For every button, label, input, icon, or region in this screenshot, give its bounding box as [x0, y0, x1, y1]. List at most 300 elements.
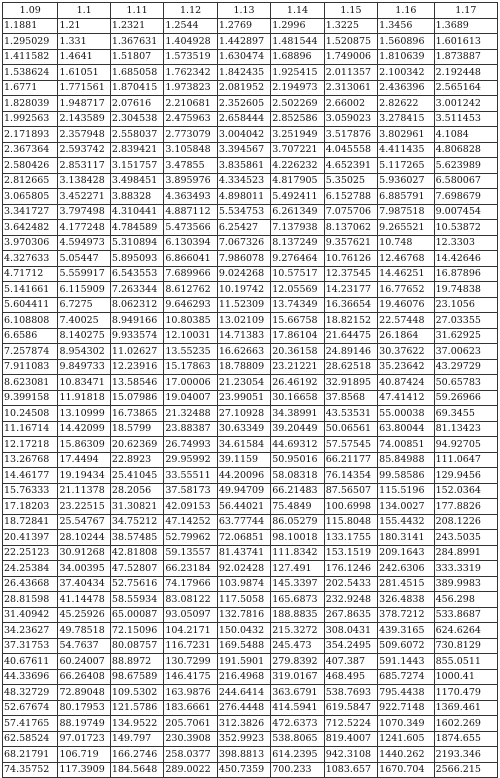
table-cell: 1070.349: [378, 716, 434, 732]
table-cell: 47.14252: [164, 514, 217, 530]
table-cell: 5.117265: [378, 158, 434, 174]
table-cell: 6.7275: [58, 297, 110, 313]
table-cell: 13.55235: [164, 344, 217, 360]
table-row: [3, 220, 498, 236]
table-cell: 1241.605: [378, 731, 434, 747]
table-cell: 63.80044: [378, 421, 434, 437]
table-row: [3, 158, 498, 174]
table-cell: 15.17863: [164, 359, 217, 375]
table-cell: 3.517876: [324, 127, 377, 143]
table-cell: 18.72841: [3, 514, 58, 530]
table-cell: 2.475963: [164, 111, 217, 127]
table-cell: 5.473566: [164, 220, 217, 236]
table-cell: 12.3303: [434, 235, 497, 251]
table-cell: 6.580067: [434, 173, 497, 189]
table-cell: 9.007454: [434, 204, 497, 220]
table-cell: 205.7061: [164, 716, 217, 732]
table-cell: 1000.41: [434, 669, 497, 685]
table-cell: 2.82622: [378, 96, 434, 112]
table-cell: 14.46177: [3, 468, 58, 484]
table-cell: 57.57545: [324, 437, 377, 453]
table-cell: 2.773079: [164, 127, 217, 143]
table-cell: 712.5224: [324, 716, 377, 732]
table-cell: 17.86104: [271, 328, 324, 344]
table-cell: 32.91895: [324, 375, 377, 391]
table-cell: 18.78809: [217, 359, 270, 375]
table-cell: 134.0027: [378, 499, 434, 515]
table-cell: 104.2171: [164, 623, 217, 639]
table-cell: 2.436396: [378, 80, 434, 96]
table-cell: 1.68896: [271, 49, 324, 65]
table-cell: 12.10031: [164, 328, 217, 344]
table-cell: 281.4515: [378, 576, 434, 592]
table-cell: 18.82152: [324, 313, 377, 329]
table-cell: 1.948717: [58, 96, 110, 112]
table-cell: 117.5058: [217, 592, 270, 608]
table-cell: 45.25926: [58, 607, 110, 623]
table-cell: 16.73865: [110, 406, 163, 422]
table-cell: 26.43668: [3, 576, 58, 592]
table-cell: 132.7816: [217, 607, 270, 623]
table-cell: 8.954302: [58, 344, 110, 360]
table-cell: 23.1056: [434, 297, 497, 313]
table-cell: 1670.704: [378, 762, 434, 778]
table-cell: 1.810639: [378, 49, 434, 65]
table-cell: 7.987518: [378, 204, 434, 220]
table-cell: 2.839421: [110, 142, 163, 158]
table-cell: 1.3225: [324, 18, 377, 34]
table-cell: 25.41045: [110, 468, 163, 484]
table-cell: 66.21483: [271, 483, 324, 499]
table-cell: 308.0431: [324, 623, 377, 639]
table-row: [3, 173, 498, 189]
table-cell: 942.3108: [324, 747, 377, 763]
table-cell: 17.00006: [164, 375, 217, 391]
table-cell: 2.558037: [110, 127, 163, 143]
table-cell: 127.491: [271, 561, 324, 577]
table-cell: 1.3456: [378, 18, 434, 34]
table-cell: 40.87424: [378, 375, 434, 391]
table-cell: 43.53531: [324, 406, 377, 422]
table-cell: 14.42099: [58, 421, 110, 437]
table-cell: 15.86309: [58, 437, 110, 453]
table-cell: 276.4448: [217, 700, 270, 716]
column-header: 1.1: [58, 3, 110, 19]
table-row: [3, 499, 498, 515]
table-cell: 37.40434: [58, 576, 110, 592]
table-cell: 3.47855: [164, 158, 217, 174]
table-cell: 23.21221: [271, 359, 324, 375]
table-row: [3, 96, 498, 112]
table-cell: 13.58546: [110, 375, 163, 391]
table-cell: 50.95016: [271, 452, 324, 468]
table-cell: 17.18203: [3, 499, 58, 515]
table-cell: 48.32729: [3, 685, 58, 701]
table-cell: 39.20449: [271, 421, 324, 437]
table-cell: 1369.461: [434, 700, 497, 716]
table-cell: 19.04007: [164, 390, 217, 406]
table-cell: 72.15096: [110, 623, 163, 639]
table-cell: 5.141661: [3, 282, 58, 298]
table-cell: 456.298: [434, 592, 497, 608]
table-cell: 450.7359: [217, 762, 270, 778]
table-cell: 134.9522: [110, 716, 163, 732]
table-row: [3, 111, 498, 127]
table-cell: 4.1084: [434, 127, 497, 143]
table-cell: 180.3141: [378, 530, 434, 546]
table-cell: 1440.262: [378, 747, 434, 763]
header-row: [3, 3, 498, 19]
table-cell: 1.573519: [164, 49, 217, 65]
table-row: [3, 607, 498, 623]
table-cell: 4.363493: [164, 189, 217, 205]
table-cell: 3.802961: [378, 127, 434, 143]
table-cell: 50.65783: [434, 375, 497, 391]
table-cell: 3.452271: [58, 189, 110, 205]
table-cell: 13.10999: [58, 406, 110, 422]
table-cell: 4.411435: [378, 142, 434, 158]
table-cell: 1.828039: [3, 96, 58, 112]
table-row: [3, 421, 498, 437]
table-cell: 97.01723: [58, 731, 110, 747]
table-cell: 13.02109: [217, 313, 270, 329]
table-cell: 1.560896: [378, 34, 434, 50]
table-cell: 34.23627: [3, 623, 58, 639]
table-cell: 20.62369: [110, 437, 163, 453]
table-cell: 58.08318: [271, 468, 324, 484]
table-cell: 37.31753: [3, 638, 58, 654]
table-cell: 3.88328: [110, 189, 163, 205]
table-cell: 49.94709: [217, 483, 270, 499]
table-row: [3, 452, 498, 468]
table-cell: 3.004042: [217, 127, 270, 143]
table-cell: 378.7212: [378, 607, 434, 623]
table-cell: 10.748: [378, 235, 434, 251]
table-cell: 149.797: [110, 731, 163, 747]
table-cell: 6.130394: [164, 235, 217, 251]
table-cell: 4.71712: [3, 266, 58, 282]
table-row: [3, 561, 498, 577]
table-cell: 44.20096: [217, 468, 270, 484]
table-cell: 58.55934: [110, 592, 163, 608]
table-cell: 25.54767: [58, 514, 110, 530]
table-cell: 29.95992: [164, 452, 217, 468]
table-cell: 685.7274: [378, 669, 434, 685]
table-cell: 363.6791: [271, 685, 324, 701]
table-cell: 34.38991: [271, 406, 324, 422]
table-cell: 2.304538: [110, 111, 163, 127]
table-cell: 30.37622: [378, 344, 434, 360]
table-cell: 34.75212: [110, 514, 163, 530]
table-cell: 69.3455: [434, 406, 497, 422]
table-cell: 354.2495: [324, 638, 377, 654]
table-cell: 1.6771: [3, 80, 58, 96]
table-cell: 3.707221: [271, 142, 324, 158]
table-cell: 209.1643: [378, 545, 434, 561]
table-cell: 20.36158: [271, 344, 324, 360]
table-cell: 10.24508: [3, 406, 58, 422]
table-cell: 3.498451: [110, 173, 163, 189]
table-cell: 2.502269: [271, 96, 324, 112]
table-cell: 1.295029: [3, 34, 58, 50]
table-cell: 389.9983: [434, 576, 497, 592]
table-cell: 922.7148: [378, 700, 434, 716]
table-cell: 7.067326: [217, 235, 270, 251]
table-cell: 37.00623: [434, 344, 497, 360]
table-cell: 106.719: [58, 747, 110, 763]
table-cell: 538.8065: [271, 731, 324, 747]
table-cell: 43.29729: [434, 359, 497, 375]
table-cell: 1.538624: [3, 65, 58, 81]
table-cell: 66.23184: [164, 561, 217, 577]
table-cell: 23.99051: [217, 390, 270, 406]
table-row: [3, 65, 498, 81]
table-cell: 1.404928: [164, 34, 217, 50]
table-cell: 4.226232: [271, 158, 324, 174]
table-cell: 8.140275: [58, 328, 110, 344]
table-cell: 20.41397: [3, 530, 58, 546]
table-cell: 4.817905: [271, 173, 324, 189]
table-cell: 5.559917: [58, 266, 110, 282]
table-cell: 1602.269: [434, 716, 497, 732]
table-cell: 15.66758: [271, 313, 324, 329]
table-cell: 284.8991: [434, 545, 497, 561]
table-cell: 163.9876: [164, 685, 217, 701]
table-cell: 21.11378: [58, 483, 110, 499]
table-cell: 1.973823: [164, 80, 217, 96]
table-cell: 3.797498: [58, 204, 110, 220]
table-cell: 5.623989: [434, 158, 497, 174]
table-cell: 1.61051: [58, 65, 110, 81]
table-cell: 2.192448: [434, 65, 497, 81]
table-row: [3, 762, 498, 778]
table-cell: 2.852586: [271, 111, 324, 127]
table-cell: 27.10928: [217, 406, 270, 422]
table-cell: 31.30821: [110, 499, 163, 515]
table-cell: 1.2996: [271, 18, 324, 34]
table-cell: 191.5901: [217, 654, 270, 670]
table-cell: 19.74838: [434, 282, 497, 298]
table-cell: 59.26966: [434, 390, 497, 406]
table-cell: 4.327633: [3, 251, 58, 267]
table-cell: 1.520875: [324, 34, 377, 50]
table-cell: 150.0432: [217, 623, 270, 639]
table-cell: 13.26768: [3, 452, 58, 468]
table-cell: 1.749006: [324, 49, 377, 65]
table-cell: 11.02627: [110, 344, 163, 360]
table-row: [3, 654, 498, 670]
table-row: [3, 483, 498, 499]
table-cell: 31.40942: [3, 607, 58, 623]
table-cell: 18.5799: [110, 421, 163, 437]
table-cell: 26.1864: [378, 328, 434, 344]
table-cell: 3.511453: [434, 111, 497, 127]
table-cell: 3.059023: [324, 111, 377, 127]
table-cell: 4.334523: [217, 173, 270, 189]
table-cell: 111.0647: [434, 452, 497, 468]
table-cell: 5.604411: [3, 297, 58, 313]
table-cell: 245.473: [271, 638, 324, 654]
table-cell: 4.898011: [217, 189, 270, 205]
table-row: [3, 204, 498, 220]
table-cell: 10.57517: [271, 266, 324, 282]
table-cell: 15.07986: [110, 390, 163, 406]
table-cell: 819.4007: [324, 731, 377, 747]
table-cell: 16.36654: [324, 297, 377, 313]
table-cell: 60.24007: [58, 654, 110, 670]
table-cell: 28.2056: [110, 483, 163, 499]
table-cell: 414.5941: [271, 700, 324, 716]
table-cell: 8.949166: [110, 313, 163, 329]
table-cell: 146.4175: [164, 669, 217, 685]
table-cell: 1.331: [58, 34, 110, 50]
column-header: 1.17: [434, 3, 497, 19]
table-cell: 1083.657: [324, 762, 377, 778]
table-cell: 2.66002: [324, 96, 377, 112]
table-cell: 111.8342: [271, 545, 324, 561]
table-cell: 2.100342: [378, 65, 434, 81]
table-cell: 33.55511: [164, 468, 217, 484]
table-cell: 74.35752: [3, 762, 58, 778]
table-cell: 9.276464: [271, 251, 324, 267]
table-cell: 72.89048: [58, 685, 110, 701]
table-cell: 10.76126: [324, 251, 377, 267]
table-cell: 4.045558: [324, 142, 377, 158]
column-header: 1.15: [324, 3, 377, 19]
table-cell: 1.771561: [58, 80, 110, 96]
table-cell: 42.09153: [164, 499, 217, 515]
table-cell: 12.46768: [378, 251, 434, 267]
table-cell: 1170.479: [434, 685, 497, 701]
table-cell: 55.00038: [378, 406, 434, 422]
table-cell: 9.024268: [217, 266, 270, 282]
table-row: [3, 468, 498, 484]
table-cell: 62.58524: [3, 731, 58, 747]
table-cell: 35.23642: [378, 359, 434, 375]
table-cell: 2.853117: [58, 158, 110, 174]
table-cell: 153.1519: [324, 545, 377, 561]
table-cell: 99.58586: [378, 468, 434, 484]
table-cell: 1.481544: [271, 34, 324, 50]
table-cell: 10.19742: [217, 282, 270, 298]
table-row: [3, 592, 498, 608]
table-cell: 12.05569: [271, 282, 324, 298]
table-cell: 85.84988: [378, 452, 434, 468]
table-cell: 289.0022: [164, 762, 217, 778]
table-cell: 591.1443: [378, 654, 434, 670]
table-cell: 129.9456: [434, 468, 497, 484]
table-cell: 7.075706: [324, 204, 377, 220]
table-row: [3, 623, 498, 639]
table-cell: 1.2769: [217, 18, 270, 34]
table-cell: 16.77652: [378, 282, 434, 298]
table-cell: 352.9923: [217, 731, 270, 747]
table-cell: 3.642482: [3, 220, 58, 236]
table-row: [3, 545, 498, 561]
table-cell: 2.313061: [324, 80, 377, 96]
table-cell: 80.17953: [58, 700, 110, 716]
table-cell: 855.0511: [434, 654, 497, 670]
table-cell: 614.2395: [271, 747, 324, 763]
table-cell: 5.310894: [110, 235, 163, 251]
table-cell: 5.05447: [58, 251, 110, 267]
table-cell: 66.21177: [324, 452, 377, 468]
column-header: 1.11: [110, 3, 163, 19]
table-cell: 2.143589: [58, 111, 110, 127]
table-cell: 2.194973: [271, 80, 324, 96]
table-cell: 27.03355: [434, 313, 497, 329]
table-row: [3, 359, 498, 375]
table-cell: 619.5847: [324, 700, 377, 716]
table-body: [3, 18, 498, 778]
table-row: [3, 437, 498, 453]
table-cell: 730.8129: [434, 638, 497, 654]
table-cell: 7.911083: [3, 359, 58, 375]
table-cell: 11.52309: [217, 297, 270, 313]
table-cell: 1.442897: [217, 34, 270, 50]
table-cell: 7.40025: [58, 313, 110, 329]
table-cell: 165.6873: [271, 592, 324, 608]
table-cell: 145.3397: [271, 576, 324, 592]
table-cell: 115.8048: [324, 514, 377, 530]
table-cell: 267.8635: [324, 607, 377, 623]
table-cell: 215.3272: [271, 623, 324, 639]
table-cell: 7.263344: [110, 282, 163, 298]
table-row: [3, 390, 498, 406]
table-cell: 4.594973: [58, 235, 110, 251]
table-cell: 1.3689: [434, 18, 497, 34]
table-cell: 38.57485: [110, 530, 163, 546]
table-cell: 42.81808: [110, 545, 163, 561]
table-cell: 22.57448: [378, 313, 434, 329]
table-cell: 80.08757: [110, 638, 163, 654]
table-cell: 16.87896: [434, 266, 497, 282]
table-cell: 31.62925: [434, 328, 497, 344]
table-cell: 326.4838: [378, 592, 434, 608]
table-cell: 74.00851: [378, 437, 434, 453]
table-cell: 2.357948: [58, 127, 110, 143]
table-row: [3, 716, 498, 732]
table-cell: 2.593742: [58, 142, 110, 158]
table-cell: 47.41412: [378, 390, 434, 406]
table-cell: 2.367364: [3, 142, 58, 158]
table-cell: 2.081952: [217, 80, 270, 96]
table-row: [3, 700, 498, 716]
table-cell: 65.00087: [110, 607, 163, 623]
table-cell: 76.14354: [324, 468, 377, 484]
table-cell: 6.261349: [271, 204, 324, 220]
table-cell: 2.210681: [164, 96, 217, 112]
table-row: [3, 235, 498, 251]
table-cell: 6.25427: [217, 220, 270, 236]
table-cell: 15.76333: [3, 483, 58, 499]
table-cell: 44.33696: [3, 669, 58, 685]
table-cell: 4.887112: [164, 204, 217, 220]
table-cell: 40.67611: [3, 654, 58, 670]
table-cell: 28.10244: [58, 530, 110, 546]
table-cell: 1.2544: [164, 18, 217, 34]
table-cell: 1.601613: [434, 34, 497, 50]
table-cell: 14.46251: [378, 266, 434, 282]
table-cell: 232.9248: [324, 592, 377, 608]
table-row: [3, 34, 498, 50]
table-cell: 9.849733: [58, 359, 110, 375]
table-cell: 700.233: [271, 762, 324, 778]
table-cell: 155.4432: [378, 514, 434, 530]
table-cell: 2566.215: [434, 762, 497, 778]
table-cell: 86.05279: [271, 514, 324, 530]
table-cell: 52.67674: [3, 700, 58, 716]
